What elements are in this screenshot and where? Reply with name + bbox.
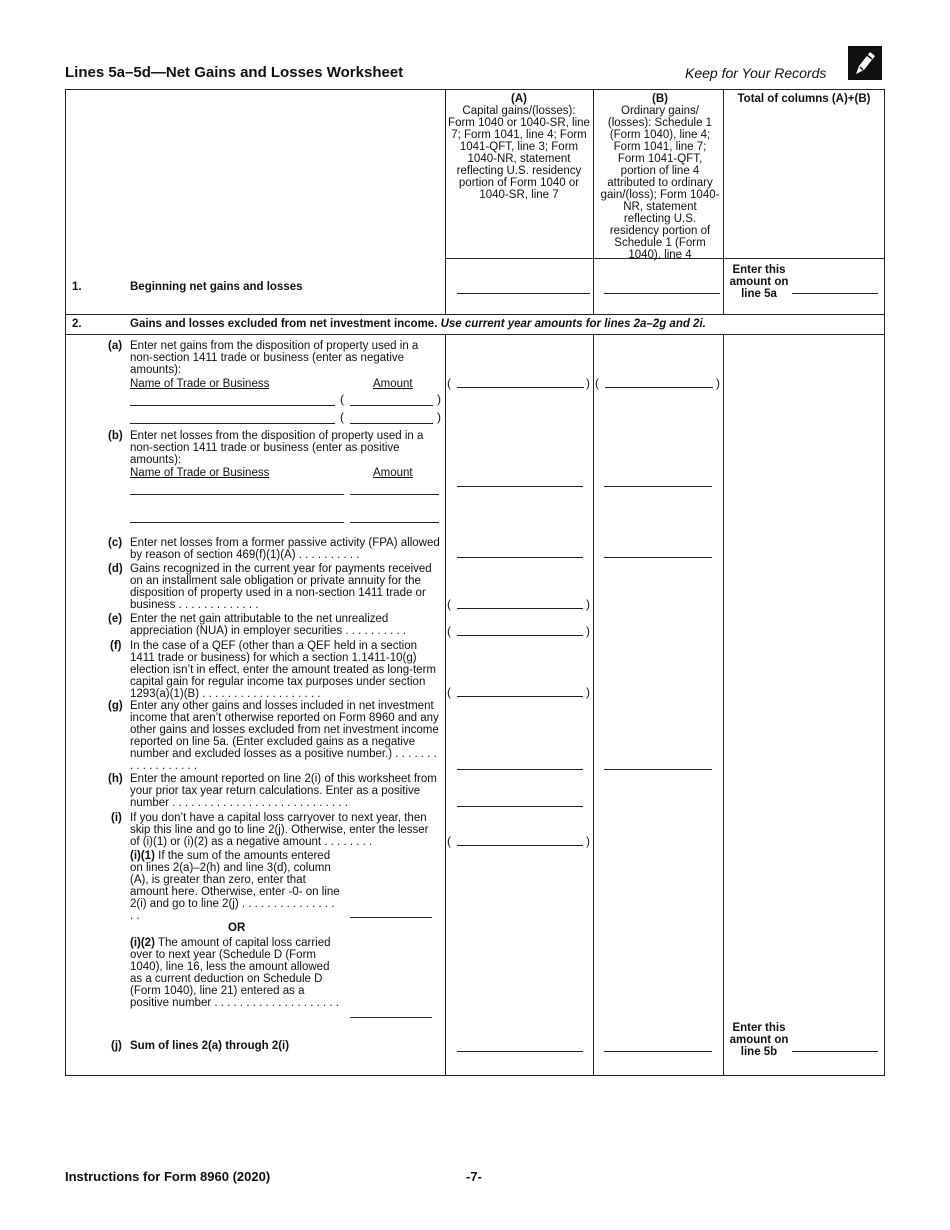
- line-1-col-a-field[interactable]: [457, 293, 590, 294]
- keep-records-note: Keep for Your Records: [685, 65, 827, 81]
- line-2i1-block: [130, 850, 340, 922]
- line-2b-name-field-1[interactable]: [130, 494, 344, 495]
- line-2h-text: Enter the amount reported on line 2(i) of this worksheet from your prior tax year return calculations. Enter as a positive number . . . . . . . . . . . . . . . . . . . . . . . . . . . .: [130, 773, 437, 809]
- line-2a-amount-field-2[interactable]: [350, 423, 433, 424]
- line-2i-letter: (i): [111, 812, 122, 824]
- line-2a-col-a-field[interactable]: [457, 387, 584, 388]
- line-2g-letter: (g): [108, 700, 123, 712]
- line-2j-col-a-field[interactable]: [457, 1051, 583, 1052]
- line-2d-text: Gains recognized in the current year for payments received on an installment sale obligation or private annuity for the disposition of property used in a non-section 1411 trade or business . . . . . . . . . . . . .: [130, 563, 432, 611]
- line-2b-col-b-field[interactable]: [604, 486, 712, 487]
- line-2a-amount-field-1[interactable]: [350, 405, 433, 406]
- line-2-label: Gains and losses excluded from net investment income.: [130, 318, 438, 330]
- line-2i2-label: (i)(2): [130, 937, 155, 949]
- line-2a-text: Enter net gains from the disposition of property used in a non-section 1411 trade or business (enter as negative amounts):: [130, 340, 419, 376]
- column-a-header: [448, 93, 590, 201]
- line-2b-name-header: Name of Trade or Business: [130, 467, 270, 479]
- column-b-description: Ordinary gains/ (losses): Schedule 1 (Form 1040), line 4; Form 1041, line 7; Form 1041-QFT, portion of line 4 attributed to ordinary gain/(loss); Form 1040-NR, statement reflecting U.S. residency portion of Schedule 1 (Form 1040), line 4: [600, 105, 720, 261]
- column-a-description: Capital gains/(losses): Form 1040 or 1040-SR, line 7; Form 1041, line 4; Form 1041-QFT, line 3; Form 1040-NR, statement reflecting U.S. residency portion of Form 1040 or 1040-SR, line 7: [448, 105, 590, 201]
- line-2c-col-b-field[interactable]: [604, 557, 712, 558]
- line-2a-name-field-2[interactable]: [130, 423, 335, 424]
- line-2b-amount-header: Amount: [373, 467, 413, 479]
- line-2b-amount-field-2[interactable]: [350, 522, 439, 523]
- column-b-header: [600, 93, 720, 261]
- line-2j-enter-note: Enter this amount on line 5b: [729, 1022, 789, 1058]
- line-2i-col-a-field[interactable]: [457, 845, 583, 846]
- line-2i1-label: (i)(1): [130, 850, 155, 862]
- line-2i1-text: If the sum of the amounts entered on lines 2(a)–2(h) and line 3(d), column (A), is greater than zero, enter that amount here. Otherwise, enter -0- on line 2(i) and go to line 2(j) . . . . . . . . . . . . . . . . .: [130, 850, 340, 922]
- line-2h-letter: (h): [108, 773, 123, 785]
- line-2g-text: Enter any other gains and losses included in net investment income that aren’t otherwise reported on Form 8960 and any other gains and losses excluded from net investment income reported on line 5a. (Enter excluded gains as a negative number and excluded losses as a positive number.) . . . . . . . . . . . . . . . . . .: [130, 700, 439, 772]
- line-2-note: Use current year amounts for lines 2a–2g and 2i.: [440, 318, 706, 330]
- line-2e-text: Enter the net gain attributable to the net unrealized appreciation (NUA) in employer securities . . . . . . . . . .: [130, 613, 407, 637]
- line-2i2-field[interactable]: [350, 1017, 432, 1018]
- line-2c-text: Enter net losses from a former passive activity (FPA) allowed by reason of section 469(f)(1)(A) . . . . . . . . . .: [130, 537, 440, 561]
- line-2i2-block: [130, 937, 340, 1009]
- line-2f-letter: (f): [110, 640, 122, 652]
- line-2b-letter: (b): [108, 430, 123, 442]
- column-total-header: Total of columns (A)+(B): [737, 93, 871, 105]
- line-2a-letter: (a): [108, 340, 123, 352]
- line-2a-name-field-1[interactable]: [130, 405, 335, 406]
- line-2g-col-b-field[interactable]: [604, 769, 712, 770]
- line-2c-letter: (c): [108, 537, 123, 549]
- line-2b-amount-field-1[interactable]: [350, 494, 439, 495]
- line-2i2-text: The amount of capital loss carried over to next year (Schedule D (Form 1040), line 16, less the amount allowed as a current deduction on Schedule D (Form 1040), line 21) entered as a positive number . . . . . . . . . . . . . . . . . . . .: [130, 937, 339, 1009]
- line-2-heading: [130, 318, 870, 330]
- line-2a-col-b-field[interactable]: [605, 387, 713, 388]
- column-a-letter: (A): [511, 93, 527, 105]
- line-2b-col-a-field[interactable]: [457, 486, 583, 487]
- line-2e-col-a-field[interactable]: [457, 635, 583, 636]
- line-2d-letter: (d): [108, 563, 123, 575]
- line-2e-letter: (e): [108, 613, 123, 625]
- pencil-icon: [848, 46, 882, 80]
- footer-form-title: Instructions for Form 8960 (2020): [65, 1169, 271, 1184]
- line-2i-text: If you don’t have a capital loss carryover to next year, then skip this line and go to line 2(j). Otherwise, enter the lesser of (i)(1) or (i)(2) as a negative amount . . . . . . . .: [130, 812, 429, 848]
- line-1-number: 1.: [72, 281, 82, 293]
- line-1-enter-note: Enter this amount on line 5a: [729, 264, 789, 300]
- or-separator: OR: [228, 922, 246, 934]
- line-2j-letter: (j): [111, 1040, 122, 1052]
- line-2f-text: In the case of a QEF (other than a QEF held in a section 1411 trade or business) for which a section 1.1411-10(g) election isn’t in effect, enter the amount treated as long-term capital gain for regular income tax purposes under section 1293(a)(1)(B) . . . . . . . . . . . . . . . . . . .: [130, 640, 436, 700]
- line-1-col-b-field[interactable]: [604, 293, 720, 294]
- line-2-number: 2.: [72, 318, 82, 330]
- line-2g-col-a-field[interactable]: [457, 769, 583, 770]
- line-2h-col-a-field[interactable]: [457, 806, 583, 807]
- worksheet-title: Lines 5a–5d—Net Gains and Losses Worksheet: [65, 64, 404, 81]
- line-2f-col-a-field[interactable]: [457, 696, 583, 697]
- page-number: -7-: [466, 1169, 482, 1184]
- line-2i1-field[interactable]: [350, 917, 432, 918]
- line-1-label: Beginning net gains and losses: [130, 281, 303, 293]
- line-2a-amount-header: Amount: [373, 378, 413, 390]
- line-2j-label: Sum of lines 2(a) through 2(i): [130, 1040, 290, 1052]
- line-2j-total-field[interactable]: [792, 1051, 878, 1052]
- line-2a-name-header: Name of Trade or Business: [130, 378, 270, 390]
- line-1-total-field[interactable]: [792, 293, 878, 294]
- line-2b-text: Enter net losses from the disposition of property used in a non-section 1411 trade or business (enter as positive amounts):: [130, 430, 424, 466]
- line-2b-name-field-2[interactable]: [130, 522, 344, 523]
- column-b-letter: (B): [652, 93, 668, 105]
- line-2j-col-b-field[interactable]: [604, 1051, 712, 1052]
- line-2d-col-a-field[interactable]: [457, 608, 583, 609]
- line-2c-col-a-field[interactable]: [457, 557, 583, 558]
